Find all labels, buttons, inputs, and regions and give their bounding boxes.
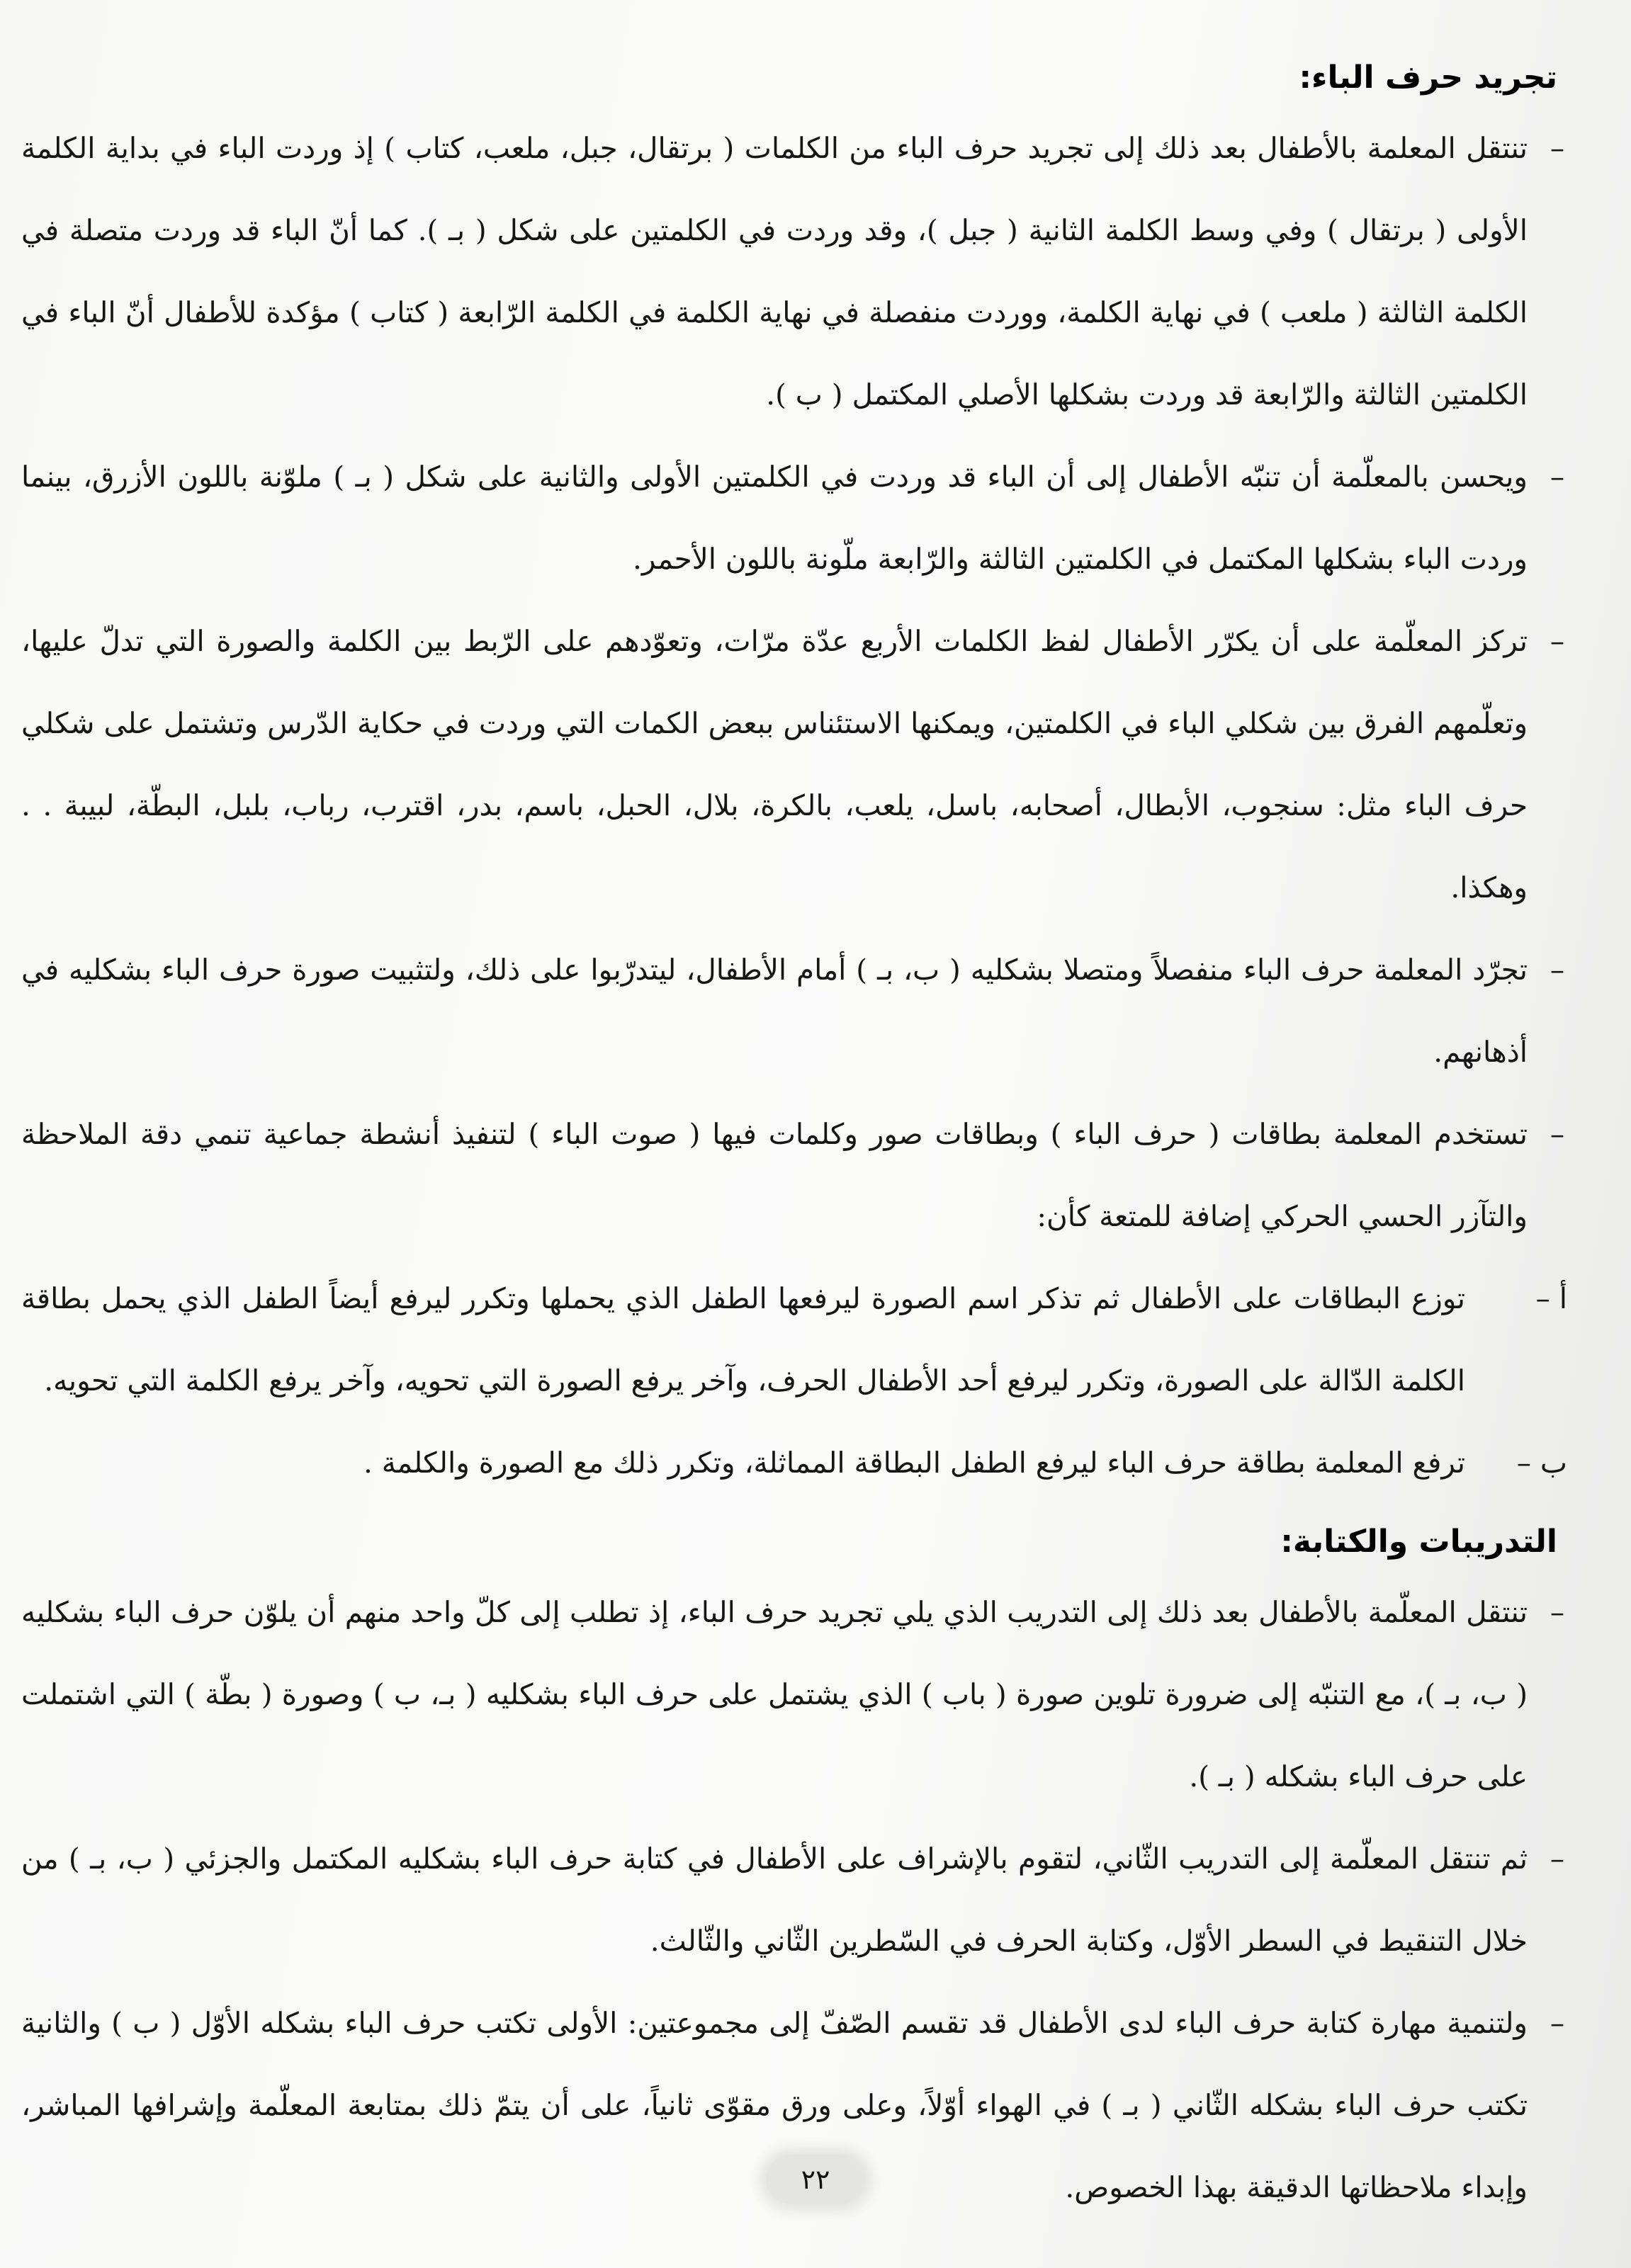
bullet-dash: – xyxy=(1550,1594,1565,1629)
section-heading-letter-abstraction: تجريد حرف الباء: xyxy=(1299,59,1557,96)
bullet-dash: – xyxy=(1550,459,1565,494)
page-footer xyxy=(0,2155,1631,2204)
paragraph-5 xyxy=(21,1093,1571,1257)
paragraph-1 xyxy=(21,107,1571,436)
paragraph-text: تنتقل المعلّمة بالأطفال بعد ذلك إلى التدريب الذي يلي تجريد حرف الباء، إذ تطلب إلى كلّ واحد منهم أن يلوّن حرف الباء بشكليه ( ب، بـ )، مع التنبّه إلى ضرورة تلوين صورة ( باب ) الذي يشتمل على حرف الباء بشكليه ( بـ، ب ) وصورة ( بطّة ) التي اشتملت على حرف الباء بشكله ( بـ ). xyxy=(21,1594,1528,1793)
page-body xyxy=(21,42,1571,2228)
subitem-text: توزع البطاقات على الأطفال ثم تذكر اسم الصورة ليرفعها الطفل الذي يحملها وتكرر ليرفع أيضاً الطفل الذي يحمل بطاقة الكلمة الدّالة على الصورة، وتكرر ليرفع أحد الأطفال الحرف، وآخر يرفع الصورة التي تحويه، وآخر يرفع الكلمة التي تحويه. xyxy=(21,1281,1465,1397)
subitem-text: ترفع المعلمة بطاقة حرف الباء ليرفع الطفل البطاقة المماثلة، وتكرر ذلك مع الصورة والكلمة . xyxy=(363,1445,1465,1480)
subitem-marker: أ – xyxy=(1535,1281,1567,1315)
paragraph-text: تركز المعلّمة على أن يكرّر الأطفال لفظ الكلمات الأربع عدّة مرّات، وتعوّدهم على الرّبط بين الكلمة والصورة التي تدلّ عليها، وتعلّمهم الفرق بين شكلي الباء في الكلمتين، ويمكنها الاستئناس ببعض الكمات التي وردت في حكاية الدّرس وتشتمل على شكلي حرف الباء مثل: سنجوب، الأبطال، أصحابه، باسل، يلعب، بالكرة، بلال، الحبل، باسم، بدر، اقترب، رباب، بلبل، البطّة، لبيبة . . وهكذا. xyxy=(21,623,1528,905)
paragraph-3 xyxy=(21,600,1571,929)
paragraph-text: تنتقل المعلمة بالأطفال بعد ذلك إلى تجريد حرف الباء من الكلمات ( برتقال، جبل، ملعب، كتاب ) إذ وردت الباء في بداية الكلمة الأولى ( برتقال ) وفي وسط الكلمة الثانية ( جبل )، وقد وردت في الكلمتين على شكل ( بـ ). كما أنّ الباء قد وردت متصلة في الكلمة الثالثة ( ملعب ) في نهاية الكلمة، ووردت منفصلة في نهاية الكلمة في الكلمة الرّابعة ( كتاب ) مؤكدة للأطفال أنّ الباء في الكلمتين الثالثة والرّابعة قد وردت بشكلها الأصلي المكتمل ( ب ). xyxy=(21,130,1528,412)
page-number: ٢٢ xyxy=(766,2155,865,2204)
bullet-dash: – xyxy=(1550,1116,1565,1151)
paragraph-text: ثم تنتقل المعلّمة إلى التدريب الثّاني، لتقوم بالإشراف على الأطفال في كتابة حرف الباء بشكليه المكتمل والجزئي ( ب، بـ ) من خلال التنقيط في السطر الأوّل، وكتابة الحرف في السّطرين الثّاني والثّالث. xyxy=(21,1841,1528,1958)
paragraph-7 xyxy=(21,1818,1571,1982)
subitem-a xyxy=(21,1257,1571,1422)
bullet-dash: – xyxy=(1550,130,1565,165)
paragraph-2 xyxy=(21,436,1571,600)
paragraph-text: ولتنمية مهارة كتابة حرف الباء لدى الأطفال قد تقسم الصّفّ إلى مجموعتين: الأولى تكتب حرف الباء بشكله الأوّل ( ب ) والثانية تكتب حرف الباء بشكله الثّاني ( بـ ) في الهواء أوّلاً، وعلى ورق مقوّى ثانياً، على أن يتمّ ذلك بمتابعة المعلّمة وإشرافها المباشر، وإبداء ملاحظاتها الدقيقة بهذا الخصوص. xyxy=(21,2005,1528,2204)
bullet-dash: – xyxy=(1550,952,1565,987)
paragraph-text: تستخدم المعلمة بطاقات ( حرف الباء ) وبطاقات صور وكلمات فيها ( صوت الباء ) لتنفيذ أنشطة جماعية تنمي دقة الملاحظة والتآزر الحسي الحركي إضافة للمتعة كأن: xyxy=(21,1116,1528,1233)
subitem-marker: ب – xyxy=(1516,1445,1567,1480)
bullet-dash: – xyxy=(1550,1841,1565,1876)
paragraph-6 xyxy=(21,1571,1571,1818)
bullet-dash: – xyxy=(1550,623,1565,658)
paragraph-text: ويحسن بالمعلّمة أن تنبّه الأطفال إلى أن الباء قد وردت في الكلمتين الأولى والثانية على شكل ( بـ ) ملوّنة باللون الأزرق، بينما وردت الباء بشكلها المكتمل في الكلمتين الثالثة والرّابعة ملّونة باللون الأحمر. xyxy=(21,459,1528,576)
section-heading-exercises-writing: التدريبات والكتابة: xyxy=(1280,1523,1557,1560)
paragraph-4 xyxy=(21,929,1571,1093)
bullet-dash: – xyxy=(1550,2005,1565,2040)
subitem-b xyxy=(21,1422,1571,1504)
paragraph-text: تجرّد المعلمة حرف الباء منفصلاً ومتصلا بشكليه ( ب، بـ ) أمام الأطفال، ليتدرّبوا على ذلك، ولتثبيت صورة حرف الباء بشكليه في أذهانهم. xyxy=(21,952,1528,1069)
